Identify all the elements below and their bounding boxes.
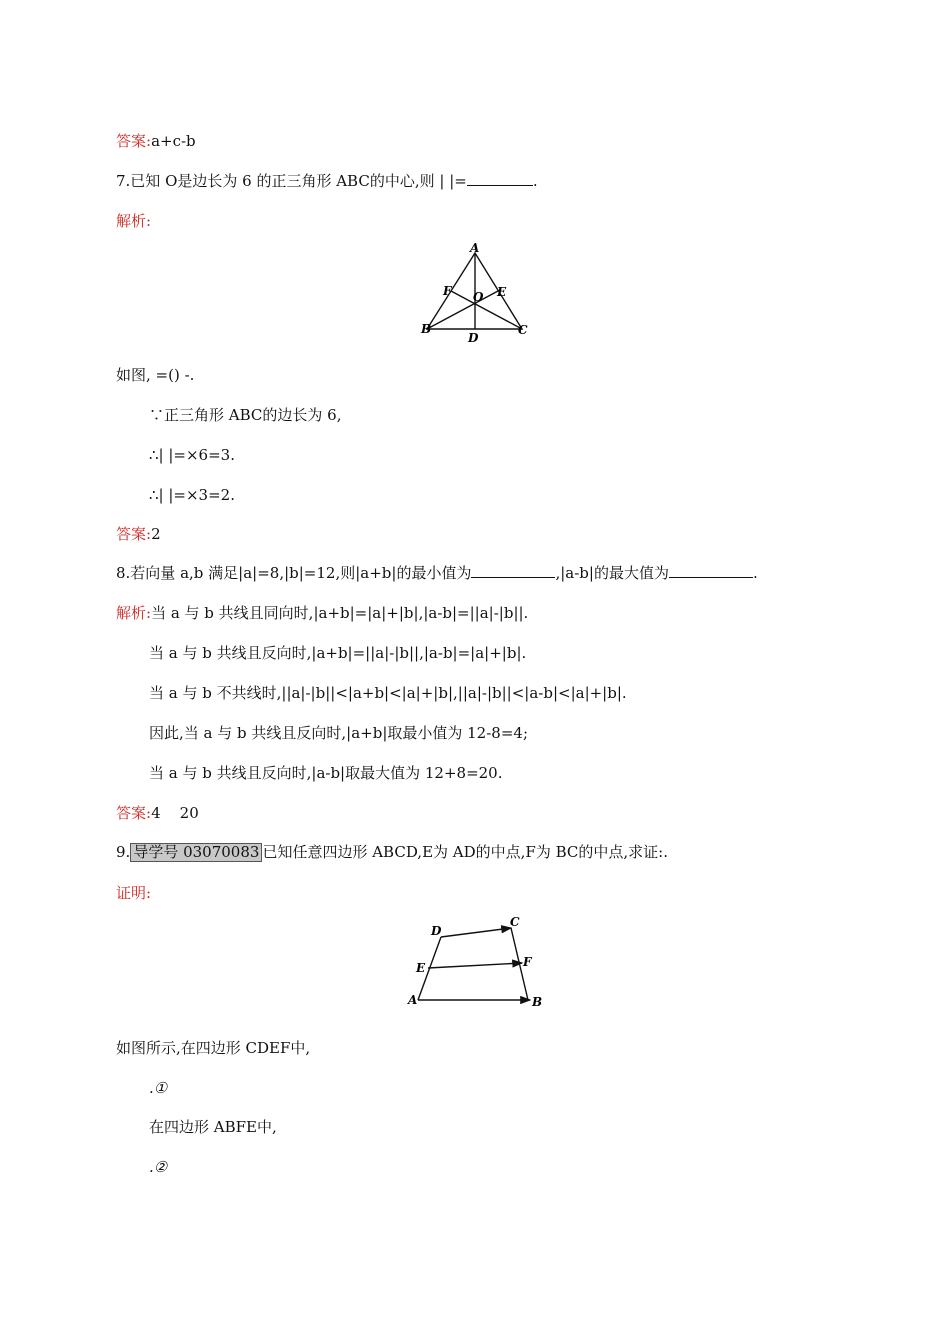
- analysis-text: 因此,当 a 与 b 共线且反向时,|a+b|取最小值为 12-8=4;: [149, 724, 529, 742]
- question-7-stem: [116, 171, 538, 191]
- label-d: D: [468, 331, 479, 345]
- vector-dc: [441, 928, 511, 937]
- analysis-8-line: [116, 603, 528, 623]
- answer-blank: [467, 171, 533, 186]
- label-d: D: [431, 924, 442, 938]
- analysis-text: 当 a 与 b 不共线时,||a|-|b||<|a+b|<|a|+|b|,||a|-|b||<|a-b|<|a|+|b|.: [149, 684, 627, 702]
- question-7-text: 7.已知 O是边长为 6 的正三角形 ABC的中心,则 | |=: [116, 172, 467, 190]
- label-b: B: [421, 322, 432, 336]
- answer-8: [116, 803, 199, 823]
- analysis-text: 当 a 与 b 共线且反向时,|a-b|取最大值为 12+8=20.: [149, 764, 503, 782]
- answer-label: 答案:: [116, 804, 152, 822]
- proof-label: 证明:: [116, 884, 152, 902]
- answer-blank: [669, 563, 753, 578]
- label-f: F: [443, 284, 452, 298]
- label-e: E: [497, 285, 507, 299]
- question-8-stem: [116, 563, 758, 583]
- answer-6: [116, 131, 196, 151]
- analysis-step: ∵正三角形 ABC的边长为 6,: [149, 406, 342, 424]
- label-c: C: [510, 915, 520, 929]
- vector-ef: [428, 963, 522, 968]
- analysis-text: 当 a 与 b 共线且反向时,|a+b|=||a|-|b||,|a-b|=|a|+|b|.: [149, 644, 527, 662]
- analysis-label-8: 解析:: [116, 604, 152, 622]
- analysis-step: ∴| |=×6=3.: [149, 446, 235, 464]
- analysis-label-7: 解析:: [116, 212, 152, 230]
- label-e: E: [416, 961, 426, 975]
- analysis-step: ∴| |=×3=2.: [149, 486, 235, 504]
- question-9-text: 已知任意四边形 ABCD,E为 AD的中点,F为 BC的中点,求证:.: [262, 843, 668, 861]
- label-c: C: [518, 323, 528, 337]
- label-a: A: [408, 993, 418, 1007]
- proof-text: .①: [149, 1079, 168, 1097]
- label-a: A: [470, 241, 480, 255]
- answer-value: a+c-b: [151, 132, 196, 150]
- answer-label: 答案:: [116, 525, 152, 543]
- proof-text: .②: [149, 1158, 168, 1176]
- label-o: O: [473, 290, 484, 304]
- answer-7: [116, 524, 161, 544]
- question-tag[interactable]: 导学号 03070083: [130, 843, 262, 862]
- answer-value: 4 20: [151, 804, 199, 822]
- question-9-number: 9.: [116, 843, 131, 861]
- proof-text: 在四边形 ABFE中,: [149, 1118, 277, 1136]
- question-8-text-a: 8.若向量 a,b 满足|a|=8,|b|=12,则|a+b|的最小值为: [116, 564, 472, 582]
- triangle-figure: [410, 240, 540, 350]
- analysis-step: 如图, =() -.: [116, 366, 195, 384]
- question-7-end: .: [532, 172, 538, 190]
- answer-label: 答案:: [116, 132, 152, 150]
- proof-text: 如图所示,在四边形 CDEF中,: [116, 1039, 311, 1057]
- label-b: B: [532, 995, 543, 1009]
- answer-value: 2: [151, 525, 161, 543]
- answer-blank: [471, 563, 555, 578]
- quadrilateral-figure: [400, 908, 560, 1013]
- question-9-stem: [116, 842, 668, 862]
- question-8-end: .: [752, 564, 758, 582]
- question-8-text-b: ,|a-b|的最大值为: [555, 564, 669, 582]
- analysis-text: 当 a 与 b 共线且同向时,|a+b|=|a|+|b|,|a-b|=||a|-|b||.: [151, 604, 529, 622]
- label-f: F: [523, 955, 532, 969]
